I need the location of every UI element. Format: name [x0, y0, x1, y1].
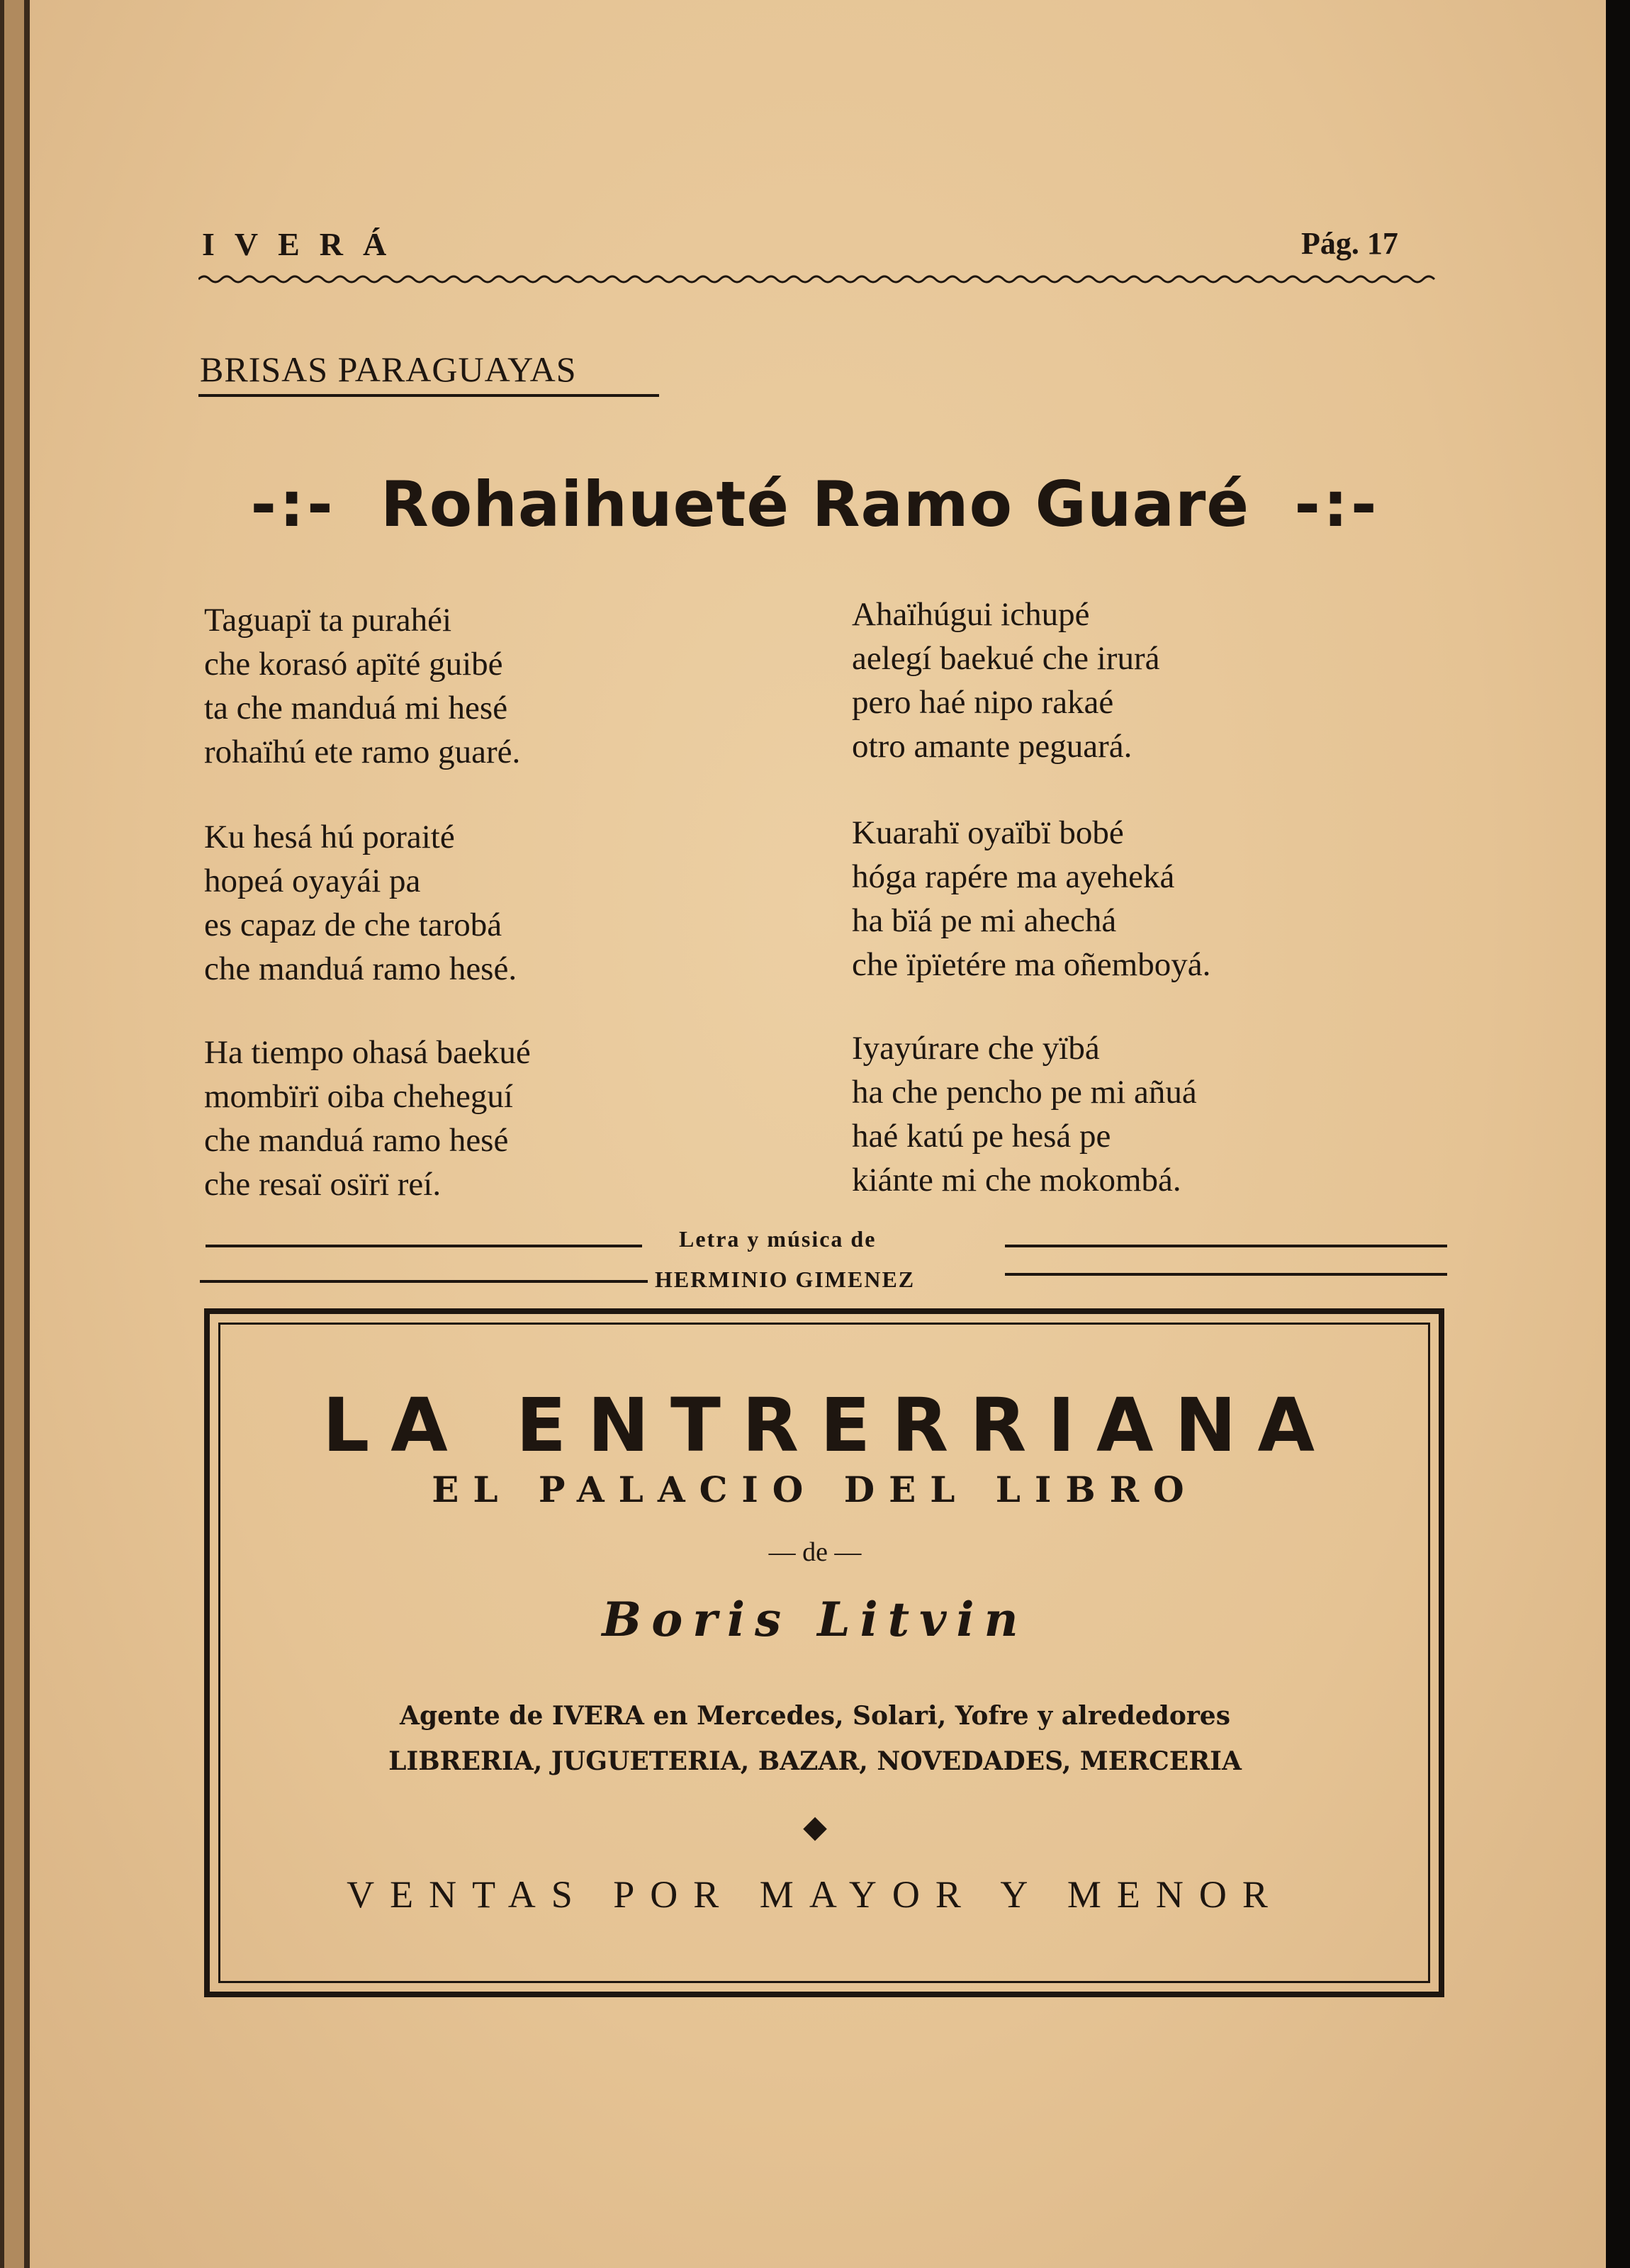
magazine-title: IVERÁ [202, 226, 407, 262]
verse-line: che ïpïetére ma oñemboyá. [852, 946, 1211, 983]
credit-label: Letra y música de [679, 1226, 877, 1252]
ad-owner: Boris Litvin [602, 1592, 1028, 1647]
title-deco-right: -:- [1294, 468, 1380, 541]
diamond-icon: ◆ [803, 1809, 827, 1844]
verse-line: che manduá ramo hesé. [204, 950, 517, 987]
stanza-right-3 [852, 1026, 1197, 1202]
song-title-line [234, 468, 1396, 541]
verse-line: ha che pencho pe mi añuá [852, 1074, 1197, 1111]
verse-line: Ahaïhúgui ichupé [852, 596, 1090, 633]
stanza-left-2 [204, 815, 517, 991]
song-title: Rohaihueté Ramo Guaré [380, 468, 1250, 541]
verse-line: kiánte mi che mokombá. [852, 1162, 1181, 1198]
verse-line: che korasó apïté guibé [204, 646, 503, 683]
verse-line: Iyayúrare che yïbá [852, 1030, 1100, 1067]
verse-line: rohaïhú ete ramo guaré. [204, 734, 521, 770]
title-deco-left: -:- [250, 468, 336, 541]
stanza-right-1 [852, 593, 1159, 768]
verse-line: aelegí baekué che irurá [852, 640, 1160, 677]
ad-subtitle: EL PALACIO DEL LIBRO [432, 1469, 1198, 1510]
ad-de: — de — [768, 1537, 862, 1567]
section-underline [198, 394, 659, 397]
ad-product-lines: LIBRERIA, JUGUETERIA, BAZAR, NOVEDADES, MERCERIA [388, 1746, 1242, 1776]
verse-line: ha bïá pe mi ahechá [852, 902, 1117, 939]
verse-line: Ha tiempo ohasá baekué [204, 1034, 531, 1071]
verse-line: pero haé nipo rakaé [852, 684, 1114, 721]
verse-line: che resaï osïrï reí. [204, 1166, 442, 1203]
verse-line: es capaz de che tarobá [204, 906, 502, 943]
stanza-right-2 [852, 811, 1210, 987]
book-spine [0, 0, 30, 2268]
verse-line: haé katú pe hesá pe [852, 1118, 1111, 1155]
section-heading: BRISAS PARAGUAYAS [200, 349, 577, 389]
stanza-left-1 [204, 598, 520, 774]
ad-agent-text: Agente de IVERA en Mercedes, Solari, Yofre y alrededores [400, 1701, 1230, 1731]
verse-line: Taguapï ta purahéi [204, 602, 452, 639]
ad-store-name: LA ENTRERRIANA [322, 1382, 1336, 1469]
verse-line: Ku hesá hú poraité [204, 819, 455, 855]
page-edge-right [1606, 0, 1630, 2268]
credit-rule [206, 1245, 642, 1247]
stanza-left-3 [204, 1031, 531, 1206]
verse-line: che manduá ramo hesé [204, 1122, 509, 1159]
credit-rule [1005, 1273, 1447, 1276]
verse-line: Kuarahï oyaïbï bobé [852, 814, 1124, 851]
credit-rule [1005, 1245, 1447, 1247]
verse-line: otro amante peguará. [852, 728, 1132, 765]
page-edge-left [4, 0, 24, 2268]
ad-sales-text: VENTAS POR MAYOR Y MENOR [347, 1873, 1283, 1916]
page-number: Pág. 17 [1301, 226, 1398, 261]
credit-author: HERMINIO GIMENEZ [655, 1267, 916, 1292]
verse-line: hopeá oyayái pa [204, 863, 421, 899]
header-wavy-rule [198, 272, 1439, 284]
verse-line: hóga rapére ma ayeheká [852, 858, 1175, 895]
credit-rule [200, 1280, 648, 1283]
verse-line: ta che manduá mi hesé [204, 690, 508, 726]
verse-line: mombïrï oiba cheheguí [204, 1078, 513, 1115]
